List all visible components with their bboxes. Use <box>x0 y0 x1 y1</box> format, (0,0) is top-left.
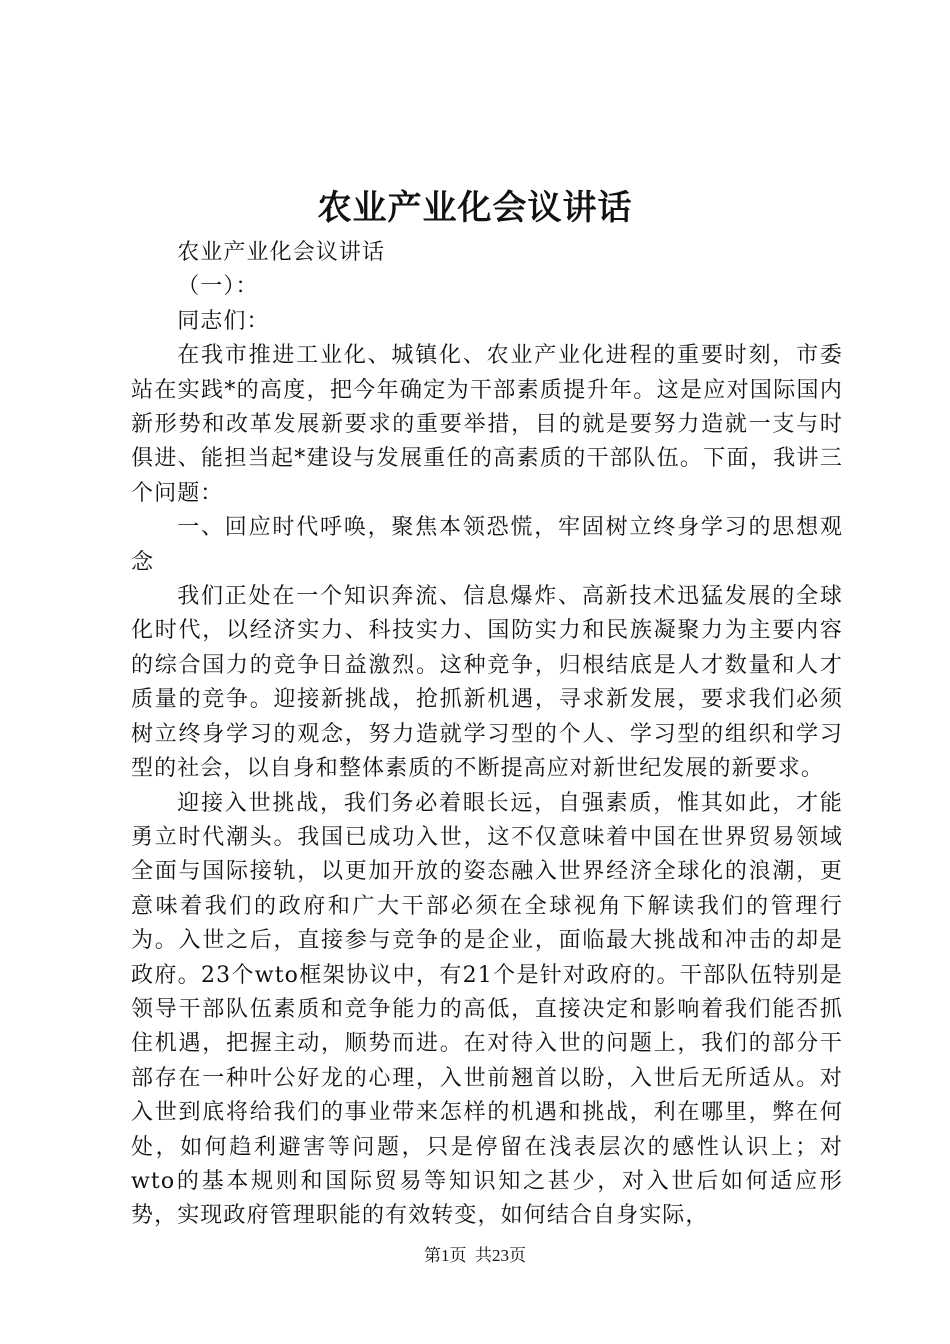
document-title: 农业产业化会议讲话 <box>317 188 633 228</box>
section-number-paragraph: （一）： <box>177 274 259 300</box>
body-paragraph: 在我市推进工业化、城镇化、农业产业化进程的重要时刻，市委站在实践*的高度，把今年确定为干部素质提升年。这是应对国际国内新形势和改革发展新要求的重要举措，目的就是要努力造就一支与时俱进、能担当起*建设与发展重任的高素质的干部队伍。下面，我讲三个问题： <box>131 343 843 506</box>
footer-spacer <box>467 1246 476 1265</box>
body-paragraph: 我们正处在一个知识奔流、信息爆炸、高新技术迅猛发展的全球化时代，以经济实力、科技实力、国防实力和民族凝聚力为主要内容的综合国力的竞争日益激烈。这种竞争，归根结底是人才数量和人才质量的竞争。迎接新挑战，抢抓新机遇，寻求新发展，要求我们必须树立终身学习的观念，努力造就学习型的个人、学习型的组织和学习型的社会，以自身和整体素质的不断提高应对新世纪发展的新要求。 <box>131 584 843 782</box>
page-total: 共23页 <box>475 1246 526 1265</box>
subtitle-paragraph: 农业产业化会议讲话 <box>177 240 386 265</box>
page-footer <box>0 1244 950 1268</box>
salutation-paragraph: 同志们： <box>177 308 270 334</box>
heading-paragraph: 一、回应时代呼唤，聚焦本领恐慌，牢固树立终身学习的思想观念 <box>131 515 843 575</box>
document-body <box>131 236 843 1234</box>
body-paragraph: 迎接入世挑战，我们务必着眼长远，自强素质，惟其如此，才能勇立时代潮头。我国已成功入世，这不仅意味着中国在世界贸易领域全面与国际接轨，以更加开放的姿态融入世界经济全球化的浪潮，更意味着我们的政府和广大干部必须在全球视角下解读我们的管理行为。入世之后，直接参与竞争的是企业，面临最大挑战和冲击的却是政府。23个wto框架协议中，有21个是针对政府的。干部队伍特别是领导干部队伍素质和竞争能力的高低，直接决定和影响着我们能否抓住机遇，把握主动，顺势而进。在对待入世的问题上，我们的部分干部存在一种叶公好龙的心理，入世前翘首以盼，入世后无所适从。对入世到底将给我们的事业带来怎样的机遇和挑战，利在哪里，弊在何处，如何趋利避害等问题，只是停留在浅表层次的感性认识上；对wto的基本规则和国际贸易等知识知之甚少，对入世后如何适应形势，实现政府管理职能的有效转变，如何结合自身实际， <box>131 790 843 1229</box>
page-number: 第1页 <box>424 1246 467 1265</box>
